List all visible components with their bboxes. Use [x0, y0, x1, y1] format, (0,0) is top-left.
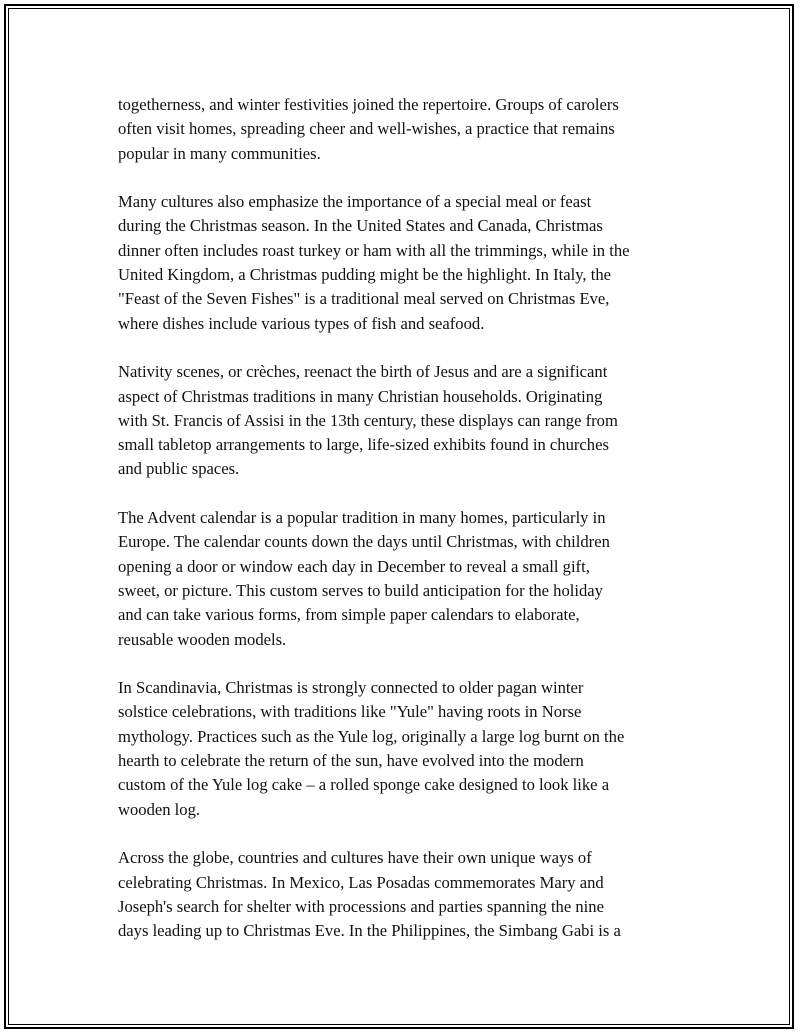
paragraph-feast — [118, 190, 688, 336]
text-line: with St. Francis of Assisi in the 13th century, these displays can range from — [118, 410, 618, 430]
text-line: togetherness, and winter festivities joined the repertoire. Groups of carolers — [118, 95, 619, 114]
text-line: and public spaces. — [118, 459, 240, 479]
text-line: and can take various forms, from simple paper calendars to elaborate, — [118, 605, 580, 625]
text-line: wooden log. — [118, 799, 201, 819]
paragraph-advent — [118, 506, 688, 652]
text-line: Across the globe, countries and cultures have their own unique ways of — [118, 848, 592, 868]
text-line: solstice celebrations, with traditions like "Yule" having roots in Norse — [118, 702, 582, 722]
text-line: mythology. Practices such as the Yule log, originally a large log burnt on the — [118, 726, 625, 746]
text-line: United Kingdom, a Christmas pudding might be the highlight. In Italy, the — [118, 265, 611, 285]
text-line: aspect of Christmas traditions in many Christian households. Originating — [118, 386, 603, 406]
text-line: Many cultures also emphasize the importance of a special meal or feast — [118, 192, 592, 212]
text-line: In Scandinavia, Christmas is strongly connected to older pagan winter — [118, 678, 584, 698]
text-line: "Feast of the Seven Fishes" is a traditional meal served on Christmas Eve, — [118, 289, 610, 309]
text-line: Europe. The calendar counts down the days until Christmas, with children — [118, 532, 610, 552]
text-line: celebrating Christmas. In Mexico, Las Posadas commemorates Mary and — [118, 872, 604, 892]
text-line: reusable wooden models. — [118, 629, 287, 649]
text-line: Nativity scenes, or crèches, reenact the birth of Jesus and are a significant — [118, 362, 608, 382]
text-line: hearth to celebrate the return of the sun, have evolved into the modern — [118, 751, 584, 771]
text-line: small tabletop arrangements to large, life-sized exhibits found in churches — [118, 435, 609, 455]
text-line: Joseph's search for shelter with processions and parties spanning the nine — [118, 896, 604, 916]
text-line: opening a door or window each day in December to reveal a small gift, — [118, 556, 590, 576]
text-line: often visit homes, spreading cheer and well-wishes, a practice that remains — [118, 119, 615, 139]
text-line: dinner often includes roast turkey or ham with all the trimmings, while in the — [118, 240, 630, 260]
paragraph-globe — [118, 846, 688, 943]
text-line: days leading up to Christmas Eve. In the Philippines, the Simbang Gabi is a — [118, 921, 621, 941]
text-line: custom of the Yule log cake – a rolled sponge cake designed to look like a — [118, 775, 610, 795]
text-line: sweet, or picture. This custom serves to build anticipation for the holiday — [118, 580, 603, 600]
paragraph-scandinavia — [118, 676, 688, 822]
text-line: during the Christmas season. In the United States and Canada, Christmas — [118, 216, 603, 236]
text-line: The Advent calendar is a popular tradition in many homes, particularly in — [118, 508, 606, 528]
paragraph-carolers — [118, 93, 688, 166]
text-line: where dishes include various types of fish and seafood. — [118, 313, 485, 333]
document-body — [118, 93, 688, 968]
text-line: popular in many communities. — [118, 143, 321, 163]
paragraph-nativity — [118, 360, 688, 481]
